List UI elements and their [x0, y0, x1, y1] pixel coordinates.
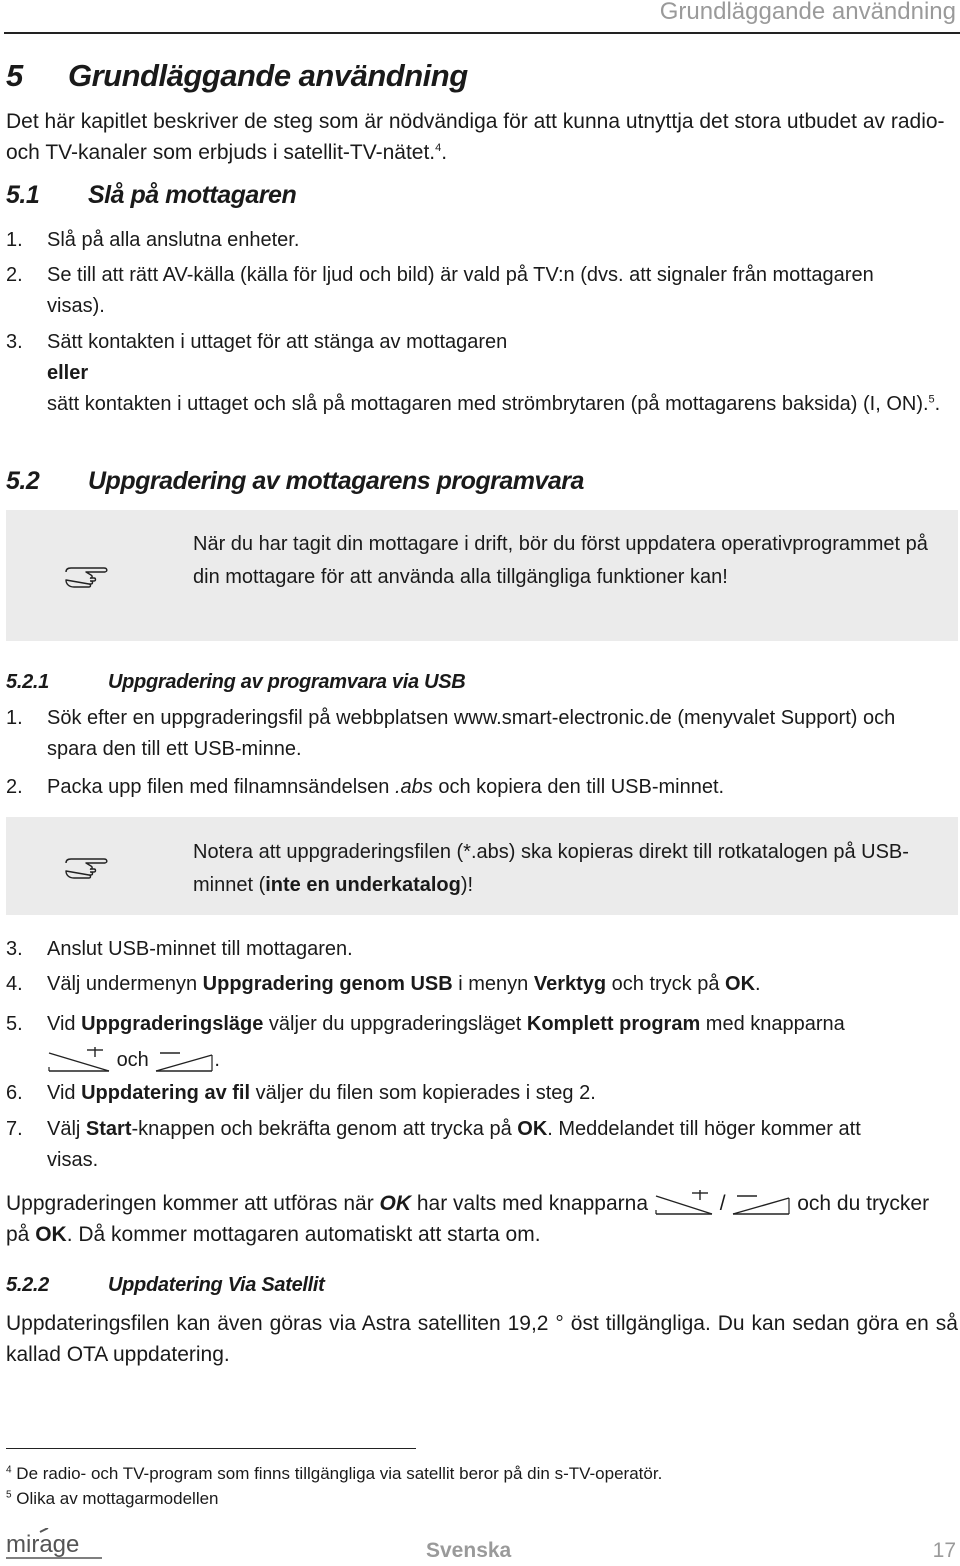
closing-paragraph: Uppgraderingen kommer att utföras när OK har valts med knapparna / och du trycker på OK. Då kommer mottagaren automatiskt att starta om. — [6, 1192, 930, 1246]
list-item: 4. Välj undermenyn Uppgradering genom USB i menyn Verktyg och tryck på OK. — [6, 973, 761, 995]
chapter-title: Grundläggande användning — [68, 58, 468, 93]
volume-minus-key-icon — [154, 1047, 214, 1075]
subsection-heading: 5.2.1 Uppgradering av programvara via USB — [6, 671, 466, 693]
list-item: 1. Slå på alla anslutna enheter. — [6, 229, 300, 251]
section-heading: 5.2 Uppgradering av mottagarens programvara — [6, 467, 584, 495]
footer-language: Svenska — [426, 1539, 512, 1562]
volume-minus-key-icon — [731, 1190, 791, 1218]
header-rule — [4, 32, 960, 34]
satellite-paragraph: Uppdateringsfilen kan även göras via Astra satelliten 19,2 ° öst tillgängliga. Du kan sedan göra en så kallad OTA uppdatering. — [6, 1312, 958, 1366]
running-header: Grundläggande användning — [659, 0, 956, 25]
list-item: 2. Se till att rätt AV-källa (källa för ljud och bild) är vald på TV:n (dvs. att signaler från mottagaren visas). — [6, 264, 874, 317]
mirage-logo — [6, 1528, 106, 1562]
page-number: 17 — [932, 1539, 956, 1562]
list-item: 5. Vid Uppgraderingsläge väljer du uppgraderingsläget Komplett program med knapparna och . — [6, 1006, 906, 1078]
footnote-ref[interactable]: 5 — [928, 393, 935, 406]
section-heading: 5.1 Slå på mottagaren — [6, 181, 297, 209]
list-item: 3. Anslut USB-minnet till mottagaren. — [6, 938, 353, 960]
chapter-number: 5 — [6, 58, 23, 93]
chapter-heading — [6, 60, 468, 91]
list-item: 7. Välj Start-knappen och bekräfta genom att trycka på OK. Meddelandet till höger kommer att visas. — [6, 1118, 861, 1171]
list-item: 2. Packa upp filen med filnamnsändelsen .abs och kopiera den till USB-minnet. — [6, 776, 725, 798]
volume-plus-key-icon — [47, 1047, 111, 1075]
chapter-intro: Det här kapitlet beskriver de steg som är nödvändiga för att kunna utnyttja det stora utbudet av radio- och TV-kanaler som erbjuds i satellit-TV-nätet.$^4$. — [6, 110, 945, 164]
list-item: 3. Sätt kontakten i uttaget för att stänga av mottagaren eller sätt kontakten i uttaget och slå på mottagaren med strömbrytaren (på mottagarens baksida) (I, ON).$^5$. — [6, 331, 941, 415]
note-box: När du har tagit din mottagare i drift, bör du först uppdatera operativprogrammet på din mottagare för att använda alla tillgängliga funktioner kan! — [6, 510, 958, 641]
list-item: 1. Sök efter en uppgraderingsfil på webbplatsen www.smart-electronic.de (menyvalet Support) och spara den till ett USB-minne. — [6, 707, 896, 760]
footnote-rule — [6, 1448, 416, 1449]
volume-plus-key-icon — [654, 1190, 714, 1218]
pointing-hand-icon — [64, 563, 110, 589]
subsection-heading: 5.2.2 Uppdatering Via Satellit — [6, 1274, 325, 1296]
list-item: 6. Vid Uppdatering av fil väljer du filen som kopierades i steg 2. — [6, 1082, 596, 1104]
pointing-hand-icon — [64, 854, 110, 880]
footnote: $^4$ De radio- och TV-program som finns tillgängliga via satellit beror på din s-TV-operatör. — [6, 1464, 663, 1483]
footnote: $^5$ Olika av mottagarmodellen — [6, 1489, 219, 1508]
note-box: Notera att uppgraderingsfilen (*.abs) ska kopieras direkt till rotkatalogen på USB-minnet (inte en underkatalog)! — [6, 817, 958, 915]
footnote-ref[interactable]: 4 — [435, 142, 442, 154]
svg-text:mirage: mirage — [6, 1531, 80, 1558]
